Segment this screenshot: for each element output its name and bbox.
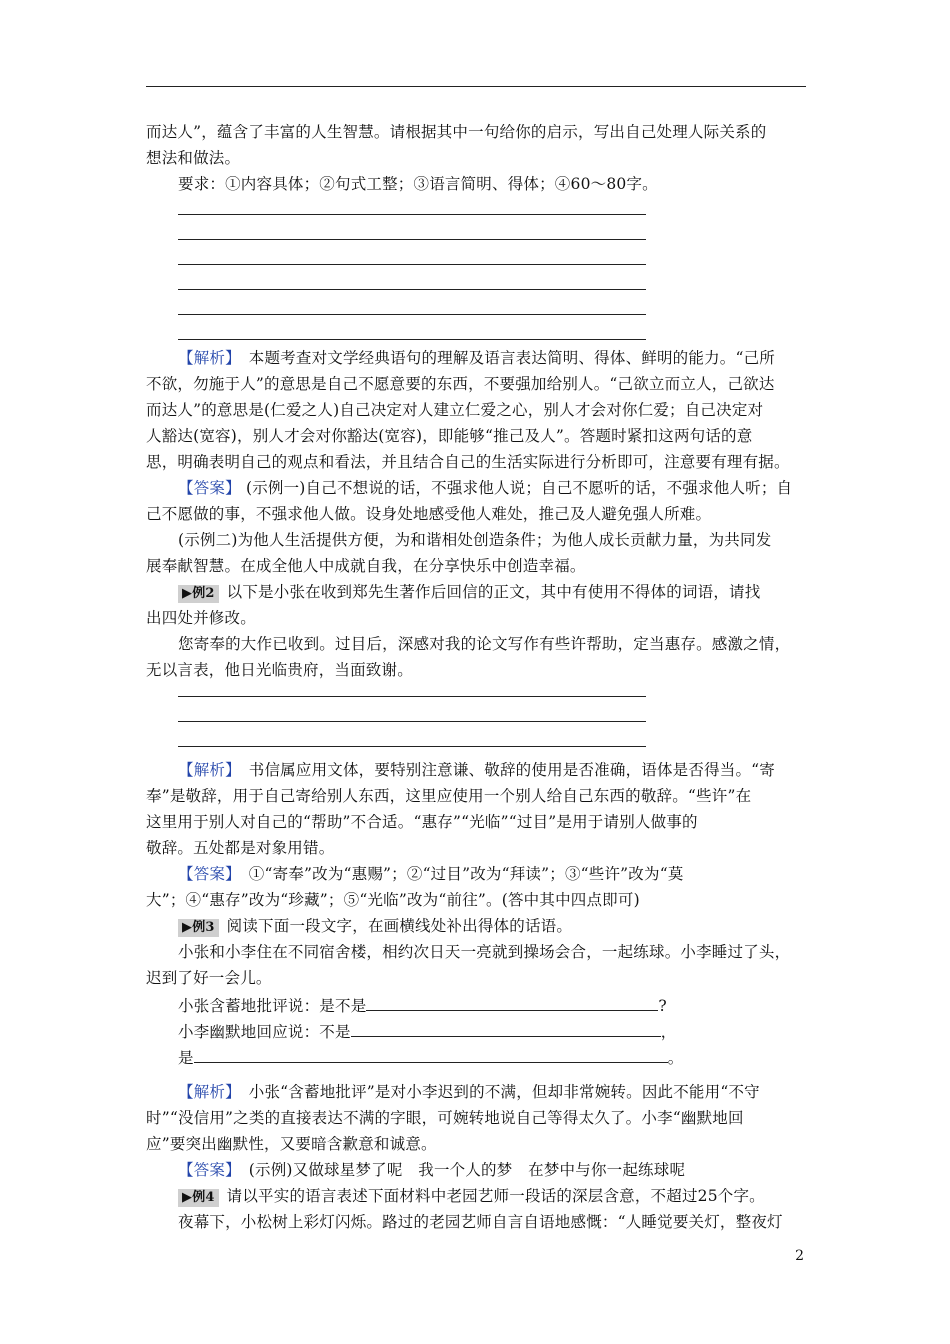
answer-paragraph: 【答案】 (示例一)自己不想说的话，不强求他人说；自己不愿听的话，不强求他人听；自 xyxy=(178,479,793,497)
analysis-tag: 【解析】 xyxy=(178,1083,234,1101)
fill-line-shi: 是 。 xyxy=(178,1046,808,1068)
answer-blank-line[interactable] xyxy=(178,721,646,722)
analysis-text: 而达人”的意思是(仁爱之人)自己决定对人建立仁爱之心，别人才会对你仁爱；自己决定对 xyxy=(146,401,764,419)
analysis-text: 敬辞。五处都是对象用错。 xyxy=(146,839,335,857)
example-text: 出四处并修改。 xyxy=(146,609,256,627)
requirements: 要求：①内容具体；②句式工整；③语言简明、得体；④60～80字。 xyxy=(178,175,658,193)
header-rule xyxy=(146,86,806,87)
fill-line-li: 小李幽默地回应说：不是 ， xyxy=(178,1020,808,1042)
example-badge: ▶例2 xyxy=(178,585,219,603)
question-text: 想法和做法。 xyxy=(146,149,241,167)
example-badge: ▶例4 xyxy=(178,1189,219,1207)
analysis-text: 不欲，勿施于人”的意思是自己不愿意要的东西，不要强加给别人。“己欲立而立人，己欲达 xyxy=(146,375,775,393)
answer-blank-line[interactable] xyxy=(178,214,646,215)
answer-blank-line[interactable] xyxy=(178,289,646,290)
example-3-prompt: ▶例3 阅读下面一段文字，在画横线处补出得体的话语。 xyxy=(178,916,808,937)
answer-text: (示例二)为他人生活提供方便，为和谐相处创造条件；为他人成长贡献力量，为共同发 xyxy=(178,531,772,549)
answer-paragraph: 【答案】 (示例)又做球星梦了呢 我一个人的梦 在梦中与你一起练球呢 xyxy=(178,1161,686,1179)
answer-text: 展奉献智慧。在成全他人中成就自我，在分享快乐中创造幸福。 xyxy=(146,557,586,575)
analysis-paragraph: 【解析】 小张“含蓄地批评”是对小李迟到的不满，但却非常婉转。因此不能用“不守 xyxy=(178,1083,760,1101)
question-text: 而达人”，蕴含了丰富的人生智慧。请根据其中一句给你的启示，写出自己处理人际关系的 xyxy=(146,123,767,141)
analysis-paragraph: 【解析】 本题考查对文学经典语句的理解及语言表达简明、得体、鲜明的能力。“己所 xyxy=(178,349,775,367)
analysis-text: 思，明确表明自己的观点和看法，并且结合自己的生活实际进行分析即可，注意要有理有据。 xyxy=(146,453,790,471)
letter-text: 无以言表，他日光临贵府，当面致谢。 xyxy=(146,661,413,679)
example-text: 夜幕下，小松树上彩灯闪烁。路过的老园艺师自言自语地感慨：“人睡觉要关灯，整夜灯 xyxy=(178,1213,783,1231)
answer-tag: 【答案】 xyxy=(178,1161,234,1179)
analysis-text: 奉”是敬辞，用于自己寄给别人东西，这里应使用一个别人给自己东西的敬辞。“些许”在 xyxy=(146,787,752,805)
analysis-text: 应”要突出幽默性，又要暗含歉意和诚意。 xyxy=(146,1135,437,1153)
letter-text: 您寄奉的大作已收到。过目后，深感对我的论文写作有些许帮助，定当惠存。感激之情， xyxy=(178,635,791,653)
page-number: 2 xyxy=(795,1248,804,1264)
answer-blank-line[interactable] xyxy=(178,264,646,265)
answer-paragraph: 【答案】 ①“寄奉”改为“惠赐”；②“过目”改为“拜读”；③“些许”改为“莫 xyxy=(178,865,684,883)
answer-tag: 【答案】 xyxy=(178,479,241,497)
example-badge: ▶例3 xyxy=(178,919,219,937)
example-text: 小张和小李住在不同宿舍楼，相约次日天一亮就到操场会合，一起练球。小李睡过了头， xyxy=(178,943,791,961)
analysis-paragraph: 【解析】 书信属应用文体，要特别注意谦、敬辞的使用是否准确，语体是否得当。“寄 xyxy=(178,761,775,779)
fill-blank[interactable] xyxy=(366,994,658,1011)
fill-line-zhang: 小张含蓄地批评说：是不是 ? xyxy=(178,994,808,1016)
example-2-prompt: ▶例2 以下是小张在收到郑先生著作后回信的正文，其中有使用不得体的词语，请找 xyxy=(178,582,808,603)
example-text: 迟到了好一会儿。 xyxy=(146,969,272,987)
answer-blank-line[interactable] xyxy=(178,314,646,315)
analysis-tag: 【解析】 xyxy=(178,349,234,367)
answer-blank-line[interactable] xyxy=(178,746,646,747)
analysis-text: 时”“没信用”之类的直接表达不满的字眼，可婉转地说自己等得太久了。小李“幽默地回 xyxy=(146,1109,744,1127)
example-4-prompt: ▶例4 请以平实的语言表述下面材料中老园艺师一段话的深层含意，不超过25个字。 xyxy=(178,1186,808,1207)
answer-tag: 【答案】 xyxy=(178,865,234,883)
analysis-text: 人豁达(宽容)，别人才会对你豁达(宽容)，即能够“推己及人”。答题时紧扣这两句话的意 xyxy=(146,427,753,445)
answer-text: 大”；④“惠存”改为“珍藏”；⑤“光临”改为“前往”。(答中其中四点即可) xyxy=(146,891,640,909)
fill-blank[interactable] xyxy=(351,1020,661,1037)
analysis-text: 这里用于别人对自己的“帮助”不合适。“惠存”“光临”“过目”是用于请别人做事的 xyxy=(146,813,698,831)
analysis-tag: 【解析】 xyxy=(178,761,234,779)
answer-blank-line[interactable] xyxy=(178,239,646,240)
fill-blank[interactable] xyxy=(194,1046,668,1063)
answer-blank-line[interactable] xyxy=(178,696,646,697)
answer-text: 己不愿做的事，不强求他人做。设身处地感受他人难处，推己及人避免强人所难。 xyxy=(146,505,712,523)
answer-blank-line[interactable] xyxy=(178,339,646,340)
